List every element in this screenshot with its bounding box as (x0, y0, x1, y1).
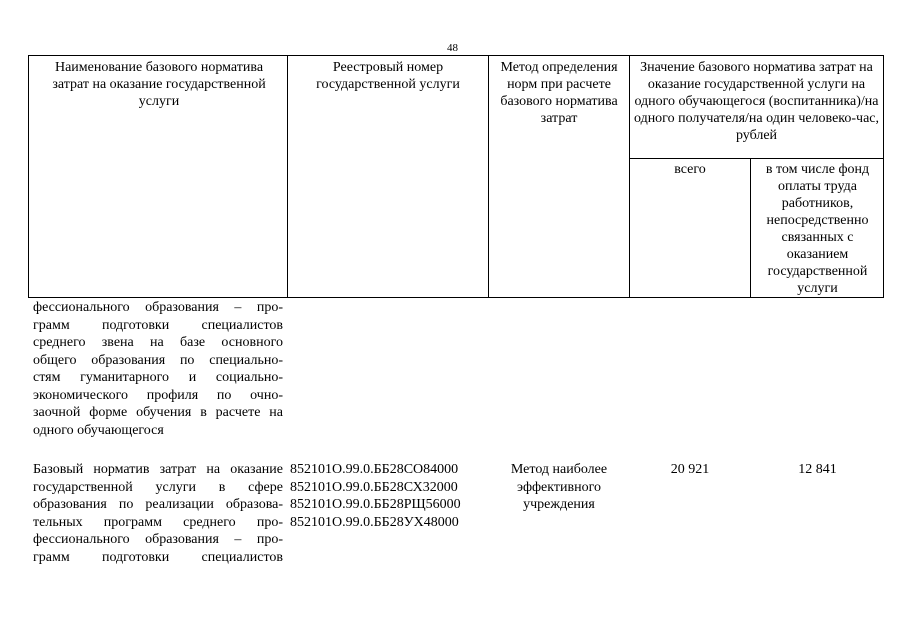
continuation-line: экономического профиля по очно- (33, 387, 283, 403)
header-col-registry: Реестровый номер государственной услуги (316, 60, 460, 92)
continuation-line: фессионального образования – про- (33, 300, 283, 315)
continuation-line: заочной форме обучения в расчете на (33, 405, 283, 420)
row-name-line: образования по реализации образова- (33, 497, 283, 512)
continuation-line: среднего звена на базе основного (33, 335, 283, 350)
continuation-line: стям гуманитарного и социально- (33, 370, 283, 385)
row-wage-fund: 12 841 (798, 462, 837, 477)
header-divider-1 (287, 55, 288, 298)
row-name-line: тельных программ среднего про- (33, 514, 283, 530)
row-total: 20 921 (670, 462, 710, 477)
header-col-total: всего (674, 162, 706, 177)
row-name (33, 461, 283, 566)
header-col-wage-fund: в том числе фонд оплаты труда работников, непосредственно связанных с оказанием государственной услуги (765, 162, 870, 296)
row-name-line: фессионального образования – про- (33, 532, 283, 547)
header-bottom-border (28, 297, 884, 298)
continuation-line: одного обучающегося (33, 422, 164, 438)
header-col-name: Наименование базового норматива затрат на оказание государственной услуги (52, 60, 266, 109)
continuation-line: грамм подготовки специалистов (33, 317, 283, 333)
registry-number: 852101О.99.0.ББ28СХ32000 (290, 479, 458, 495)
continuation-line: общего образования по специально- (33, 352, 283, 368)
row-name-line: государственной услуги в сфере (33, 479, 283, 495)
header-border-right (883, 55, 884, 298)
row-name-line: Базовый норматив затрат на оказание (33, 462, 283, 477)
row-name-line: грамм подготовки специалистов (33, 549, 283, 565)
row-registry-numbers (290, 461, 486, 531)
header-subdivider (629, 158, 884, 159)
row-method: Метод наиболее эффективного учреждения (510, 462, 608, 512)
header-border-left (28, 55, 29, 298)
header-col-method: Метод определения норм при расчете базового норматива затрат (500, 60, 618, 126)
page-number: 48 (447, 42, 458, 54)
header-divider-4 (750, 158, 751, 298)
header-divider-2 (488, 55, 489, 298)
registry-number: 852101О.99.0.ББ28РЩ56000 (290, 497, 461, 512)
continuation-text (33, 299, 283, 439)
header-divider-3 (629, 55, 630, 298)
registry-number: 852101О.99.0.ББ28СО84000 (290, 462, 459, 477)
registry-number: 852101О.99.0.ББ28УХ48000 (290, 514, 459, 530)
header-top-border (28, 55, 884, 56)
header-col-value: Значение базового норматива затрат на оказание государственной услуги на одного обучающегося (воспитанника)/на одного получателя/на один человеко-час, рублей (633, 60, 880, 143)
